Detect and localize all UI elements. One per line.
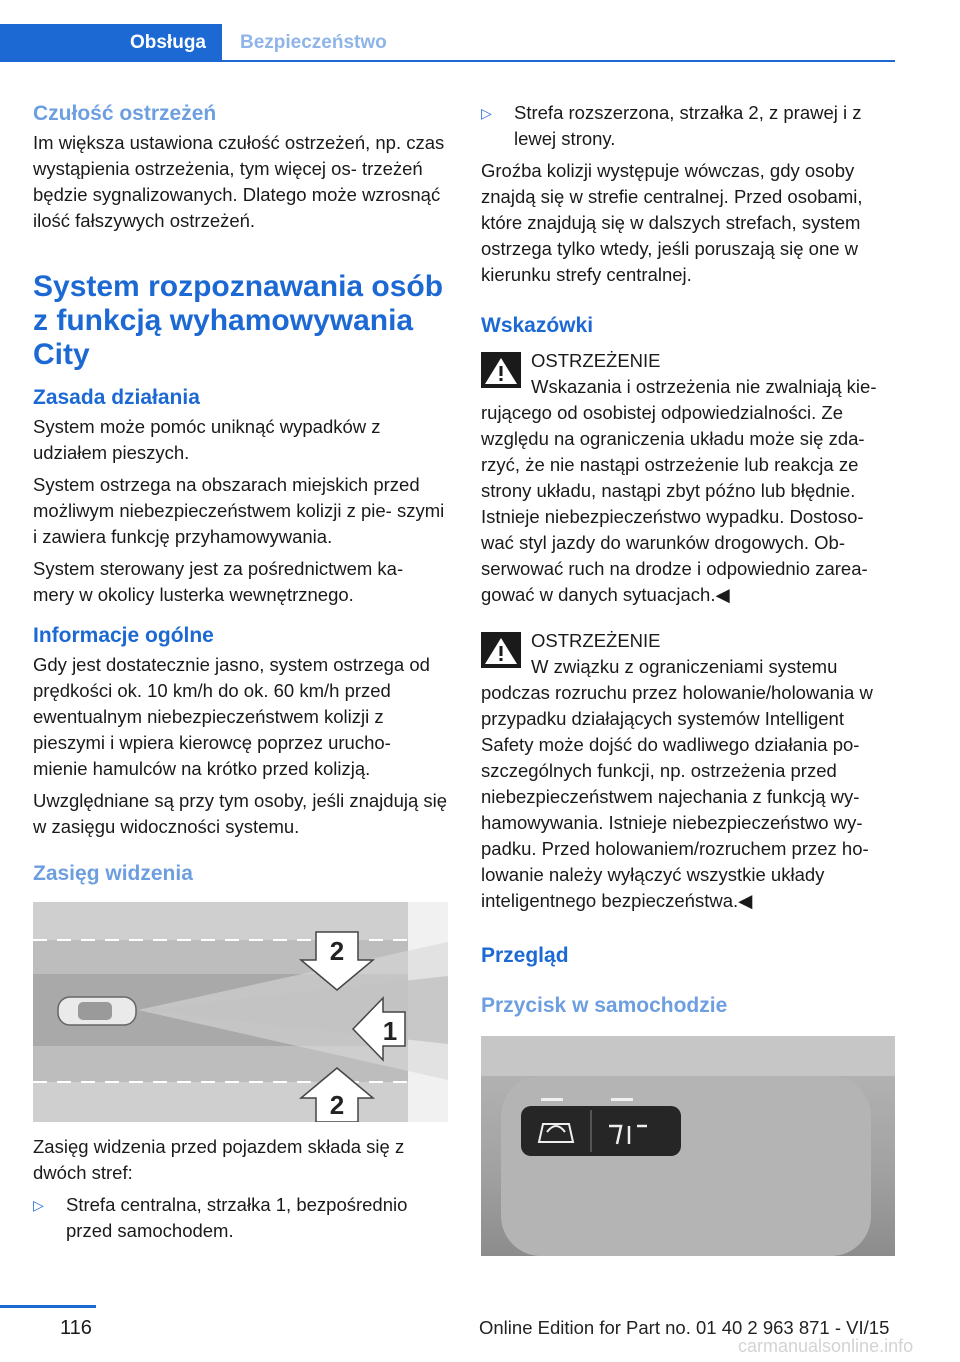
warning-1-first-line: Wskazania i ostrzeżenia nie zwalniają kie- <box>531 376 877 397</box>
range-diagram <box>33 902 448 1122</box>
diagram-label-2-top: 2 <box>329 936 345 966</box>
principle-p1: System może pomóc uniknąć wypadków z udziałem pieszych. <box>33 416 381 463</box>
diagram-label-1: 1 <box>382 1016 398 1046</box>
warning-2-text: podczas rozruchu przez holowanie/holowania w przypadku działających systemów Intelligent Safety może dojść do wadliwego działania po- szczególnych funkcji, np. ostrzeżenia przed niebezpieczeństwem najechania z funkcją wy- hamowywania. Istnieje niebezpieczeństwo wy- padku. Przed holowaniem/rozruchem przez ho- lowanie należy wyłączyć wszystkie układy inteligentnego bezpieczeństwa.◀ <box>481 682 873 911</box>
tab-obsluga[interactable]: Obsługa <box>0 24 222 62</box>
header-tabs <box>0 24 895 62</box>
tab-underline <box>222 60 895 62</box>
warning-triangle-icon <box>481 632 521 668</box>
page-number: 116 <box>60 1317 92 1339</box>
bullet-central: ▷ Strefa centralna, strzałka 1, bezpośrednio przed samochodem. <box>33 1194 408 1241</box>
warning-1 <box>481 348 897 608</box>
tab-bezpieczenstwo[interactable]: Bezpieczeństwo <box>240 32 387 53</box>
main-heading: System rozpoznawania osób z funkcją wyhamowywania City <box>33 270 444 371</box>
warning-1-text: rującego od osobistej odpowiedzialności. Ze względu na ograniczenia układu może się zda- rzyć, że nie nastąpi ostrzeżenie lub reakcja ze strony układu, nastąpi zbyt późno lub błędnie. Istnieje niebezpieczeństwo wypadku. Dostoso- wać styl jazdy do warunków drogowych. Ob- serwować ruch na drodze i odpowiednio zarea- gować w danych sytuacjach.◀ <box>481 402 868 605</box>
principle-p2: System ostrzega na obszarach miejskich przed możliwym niebezpieczeństwem kolizji z pie- szymi i zawiera funkcję przyhamowywania. <box>33 474 445 547</box>
warning-2-first-line: W związku z ograniczeniami systemu <box>531 656 838 677</box>
general-p1: Gdy jest dostatecznie jasno, system ostrzega od prędkości ok. 10 km/h do ok. 60 km/h przed ewentualnym niebezpieczeństwem kolizji z pieszymi i wpiera kierowcę poprzez urucho- mienie hamulców na krótko przed kolizją. <box>33 654 430 779</box>
sensitivity-text: Im większa ustawiona czułość ostrzeżeń, np. czas wystąpienia ostrzeżenia, tym więcej os- trzeżeń będzie sygnalizowanych. Dlatego może wzrosnąć ilość fałszywych ostrzeżeń. <box>33 132 445 231</box>
notes-heading: Wskazówki <box>481 314 594 337</box>
warning-2-label: OSTRZEŻENIE <box>531 630 661 651</box>
bullet-triangle-icon: ▷ <box>33 1197 44 1213</box>
principle-p3: System sterowany jest za pośrednictwem ka- mery w okolicy lusterka wewnętrznego. <box>33 558 404 605</box>
edition-text: Online Edition for Part no. 01 40 2 963 871 - VI/15 <box>479 1317 890 1338</box>
warning-2 <box>481 628 897 914</box>
principle-heading: Zasada działania <box>33 386 200 409</box>
bullet-extended: ▷ Strefa rozszerzona, strzałka 2, z prawej i z lewej strony. <box>481 102 862 149</box>
footer-line <box>0 1305 96 1308</box>
general-heading: Informacje ogólne <box>33 624 214 647</box>
warning-triangle-icon <box>481 352 521 388</box>
button-heading: Przycisk w samochodzie <box>481 994 728 1017</box>
danger-text: Groźba kolizji występuje wówczas, gdy osoby znajdą się w strefie centralnej. Przed osobami, które znajdują się w dalszych strefach, system ostrzega tylko wtedy, jeśli poruszają się one w kierunku strefy centralnej. <box>481 160 863 285</box>
overview-heading: Przegląd <box>481 944 569 967</box>
bullet-triangle-icon: ▷ <box>481 105 492 121</box>
warning-1-label: OSTRZEŻENIE <box>531 350 661 371</box>
general-p2: Uwzględniane są przy tym osoby, jeśli znajdują się w zasięgu widoczności systemu. <box>33 790 448 837</box>
sensitivity-heading: Czułość ostrzeżeń <box>33 102 217 125</box>
car-button-photo <box>481 1036 895 1256</box>
right-column <box>481 100 897 1256</box>
left-column <box>33 100 449 1250</box>
watermark: carmanualsonline.info <box>738 1336 914 1356</box>
diagram-label-2-bottom: 2 <box>329 1090 345 1120</box>
range-p1: Zasięg widzenia przed pojazdem składa się z dwóch stref: <box>33 1136 405 1183</box>
range-heading: Zasięg widzenia <box>33 862 193 885</box>
car-icon <box>58 997 136 1025</box>
